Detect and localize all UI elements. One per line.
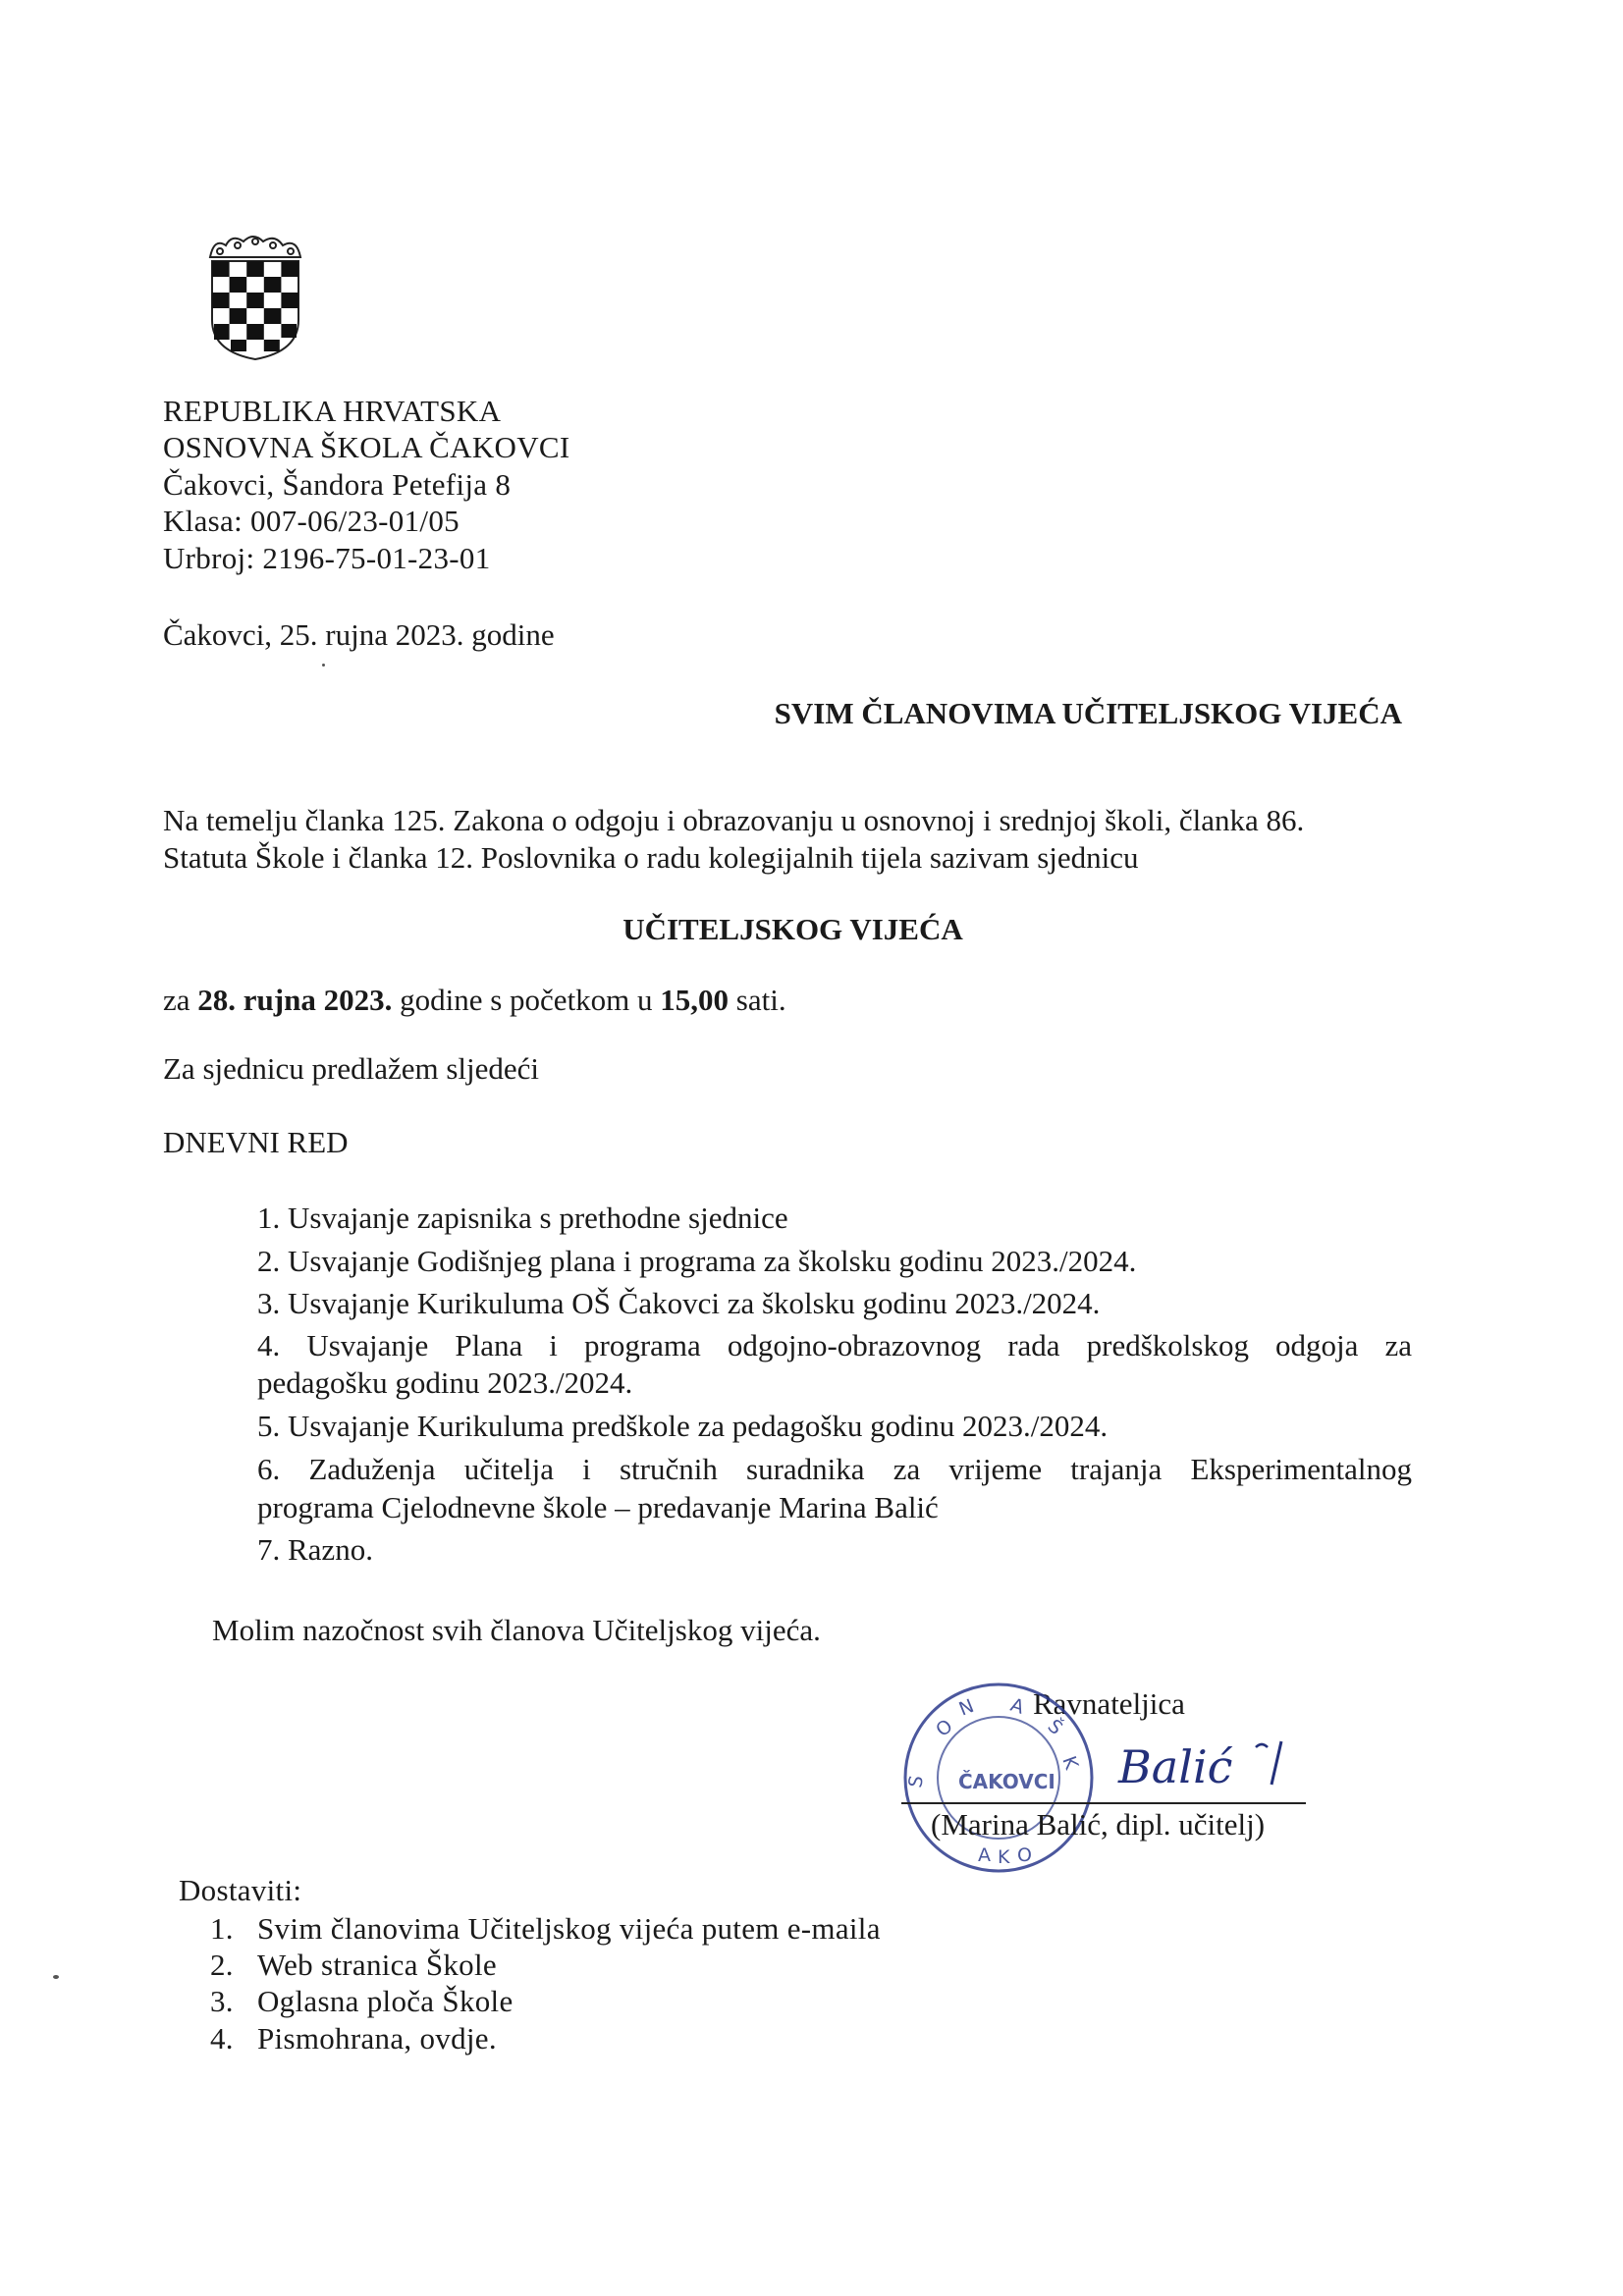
svg-text:O: O — [1017, 1844, 1032, 1866]
scan-speck — [322, 664, 325, 667]
delivery-item: Oglasna ploča Škole — [257, 1984, 514, 2018]
session-when: za 28. rujna 2023. godine s početkom u 15,00 sati. — [163, 983, 786, 1017]
delivery-item: Pismohrana, ovdje. — [257, 2021, 497, 2056]
agenda-item: 4. Usvajanje Plana i programa odgojno-obrazovnog rada predškolskog odgoja za — [257, 1328, 1412, 1362]
header-address: Čakovci, Šandora Petefija 8 — [163, 467, 512, 502]
agenda-item: 1. Usvajanje zapisnika s prethodne sjednice — [257, 1201, 788, 1235]
svg-text:S: S — [904, 1774, 929, 1789]
delivery-item: Web stranica Škole — [257, 1948, 497, 1982]
agenda-item: 3. Usvajanje Kurikuluma OŠ Čakovci za školsku godinu 2023./2024. — [257, 1286, 1101, 1320]
agenda-item: 2. Usvajanje Godišnjeg plana i programa za školsku godinu 2023./2024. — [257, 1244, 1137, 1278]
header-school: OSNOVNA ŠKOLA ČAKOVCI — [163, 430, 570, 464]
delivery-item-num: 2. — [210, 1948, 234, 1982]
svg-text:N: N — [955, 1694, 978, 1721]
session-date: 28. rujna 2023. — [197, 983, 393, 1017]
delivery-item-num: 4. — [210, 2021, 234, 2056]
svg-text:O: O — [932, 1715, 957, 1741]
propose-line: Za sjednicu predlažem sljedeći — [163, 1051, 540, 1086]
delivery-item: Svim članovima Učiteljskog vijeća putem e-maila — [257, 1911, 881, 1946]
svg-text:A: A — [1007, 1693, 1027, 1719]
svg-text:ČAKOVCI: ČAKOVCI — [958, 1770, 1055, 1793]
header-country: REPUBLIKA HRVATSKA — [163, 394, 502, 428]
delivery-item-num: 1. — [210, 1911, 234, 1946]
intro-line-2: Statuta Škole i članka 12. Poslovnika o radu kolegijalnih tijela sazivam sjednicu — [163, 840, 1139, 875]
recipient-heading: SVIM ČLANOVIMA UČITELJSKOG VIJEĆA — [774, 696, 1402, 730]
agenda-item: 5. Usvajanje Kurikuluma predškole za pedagošku godinu 2023./2024. — [257, 1409, 1109, 1443]
signature-line — [901, 1802, 1306, 1804]
delivery-title: Dostaviti: — [179, 1873, 302, 1907]
coat-of-arms-icon — [206, 232, 304, 361]
svg-text:A: A — [978, 1844, 991, 1866]
session-time: 15,00 — [660, 983, 730, 1017]
svg-text:Š: Š — [1043, 1715, 1067, 1739]
handwritten-signature — [1114, 1735, 1311, 1796]
header-klasa: Klasa: 007-06/23-01/05 — [163, 504, 460, 538]
scan-speck — [53, 1975, 59, 1979]
school-seal-icon — [901, 1681, 1096, 1875]
intro-line-1: Na temelju članka 125. Zakona o odgoju i obrazovanju u osnovnoj i srednjoj školi, članka 86. — [163, 803, 1305, 837]
agenda-item-cont: pedagošku godinu 2023./2024. — [257, 1365, 633, 1400]
signatory-role: Ravnateljica — [1033, 1686, 1185, 1721]
session-title: UČITELJSKOG VIJEĆA — [622, 912, 963, 946]
header-urbroj: Urbroj: 2196-75-01-23-01 — [163, 541, 491, 575]
agenda-title: DNEVNI RED — [163, 1125, 349, 1159]
closing-line: Molim nazočnost svih članova Učiteljskog vijeća. — [212, 1613, 821, 1647]
svg-text:Balić: Balić — [1118, 1740, 1233, 1793]
svg-text:K: K — [1057, 1753, 1083, 1773]
svg-text:K: K — [998, 1846, 1010, 1868]
agenda-item: 6. Zaduženja učitelja i stručnih suradnika za vrijeme trajanja Eksperimentalnog — [257, 1452, 1412, 1486]
agenda-item: 7. Razno. — [257, 1532, 373, 1567]
delivery-item-num: 3. — [210, 1984, 234, 2018]
agenda-item-cont: programa Cjelodnevne škole – predavanje Marina Balić — [257, 1490, 939, 1524]
date-place: Čakovci, 25. rujna 2023. godine — [163, 617, 555, 652]
signatory-name: (Marina Balić, dipl. učitelj) — [931, 1807, 1266, 1842]
